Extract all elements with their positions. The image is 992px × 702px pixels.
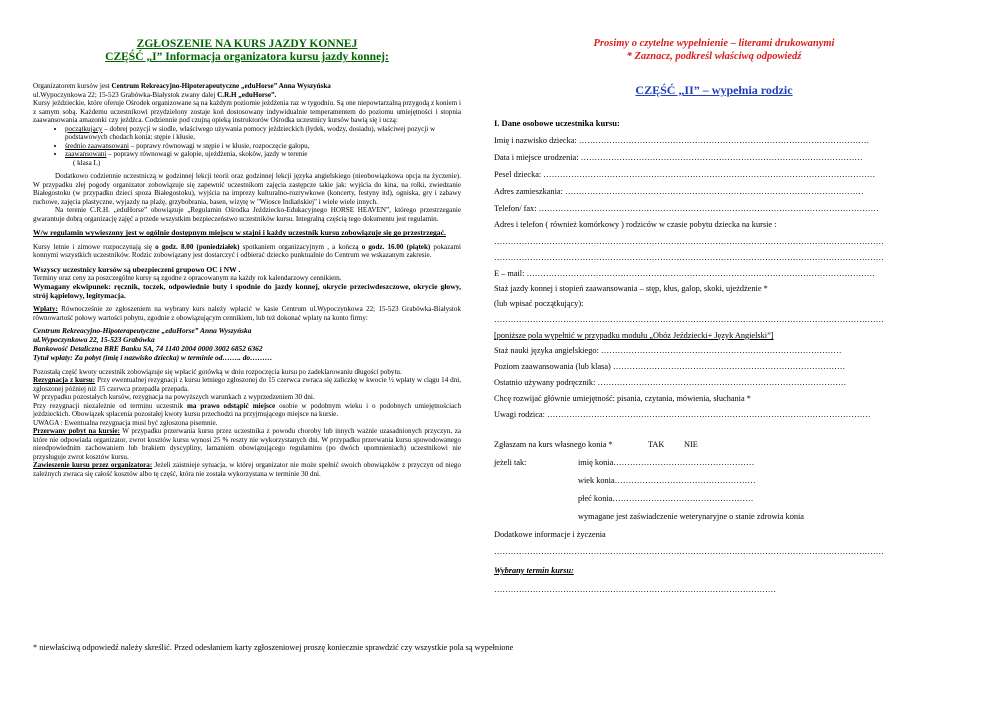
field-riding-experience: Staż jazdy konnej i stopień zaawansowania – stęp, kłus, galop, skoki, ujeżdżenie * <box>494 285 768 293</box>
terms-prices: Terminy oraz ceny za poszczególne kursy są zgodne z opracowanym na każdy rok kalendarzowy cennikiem. <box>33 273 342 282</box>
level-item: • początkujący – dobrej pozycji w siodle, właściwego używania pomocy jeździeckich (łydek, wodzy, dosiadu), właściwej pozycji w podstawowych chodach konia: stępie i kłusie, <box>65 125 461 142</box>
bank-details: Centrum Rekreacyjno-Hipoterapeutyczne „eduHorse” Anna Wyszyńska ul.Wypoczynkowa 22, 15-523 Grabówka Bankowość Detaliczna BRE Banku SA, 74 1140 2004 0000 3002 6852 6362 Tytuł wpłaty: Za pobyt (imię i nazwisko dziecka) w terminie od…….. do……… <box>33 326 273 362</box>
field-horse-sex[interactable]: płeć konia…………………………………………… <box>578 494 754 503</box>
resignation-transfer: Przy rezygnacji niezależnie od terminu uczestnik ma prawo odstąpić miejsce osobie w podobnym wieku i o podobnych umiejętnościach jeździeckich. Obowiązek spłacenia pozostałej kwoty kursu przechodzi na przyjmującego miejsce na kursie. <box>33 401 462 419</box>
field-term[interactable]: ………………………………………………………………………………………… <box>494 585 777 594</box>
field-phone[interactable]: Telefon/ fax: …………………………………………………………………………………………………………… <box>494 205 879 213</box>
field-parents-line-2[interactable]: …………………………………………………………………………………………………………………………… <box>494 254 884 262</box>
term-label: Wybrany termin kursu: <box>494 566 574 575</box>
levels-list <box>33 125 461 159</box>
remaining-payment: Pozostałą część kwoty uczestnik zobowiązuje się wpłacić gotówką w dniu rozpoczęcia kursu po zadeklarowaniu długości pobytu. <box>33 367 402 376</box>
organizer-info-column <box>33 38 461 478</box>
own-horse-label: Zgłaszam na kurs własnego konia * <box>494 440 613 449</box>
resignation-other: W przypadku pozostałych kursów, rezygnacja na powyższych warunkach z wyprzedzeniem 30 dni. <box>33 393 315 402</box>
field-pesel[interactable]: Pesel dziecka: ………………………………………………………………………………………………………… <box>494 171 876 179</box>
own-horse-no[interactable]: NIE <box>684 440 698 449</box>
part2-title: CZĘŚĆ „II” – wypełnia rodzic <box>635 83 793 98</box>
form-fields <box>494 0 934 702</box>
own-horse-yes[interactable]: TAK <box>648 440 665 449</box>
if-yes-label: jeżeli tak: <box>494 458 527 467</box>
field-riding-note: (lub wpisać początkujący): <box>494 300 584 308</box>
insurance-info: Wszyscy uczestnicy kursów są ubezpieczeni grupowo OC i NW . <box>33 264 241 274</box>
field-english-level[interactable]: Poziom zaawansowania (lub klasa) ………………………………………………………………………… <box>494 363 846 371</box>
intro-description: Kursy jeździeckie, które oferuje Ośrodek organizowane są na każdym poziomie jeżdżenia raz w tygodniu. Są one niepowtarzalną przygodą z koniem i z samym sobą. Każdemu uczestnikowi przydzielony zostaje koń dostosowany indywidualnie temperamentem do poziomu umiejętności i stopnia zaawansowania amazonki czy jeźdźca. Codziennie pod czujną opieką instruktorów Ośrodka uczestnicy kursów bawią się i uczą: <box>33 99 461 125</box>
field-parents-contact: Adres i telefon ( również komórkowy ) rodziców w czasie pobytu dziecka na kursie : <box>494 221 777 229</box>
title-line-2: CZĘŚĆ „I” Informacja organizatora kursu jazdy konnej: <box>105 51 389 64</box>
course-schedule: Kursy letnie i zimowe rozpoczynają się o godz. 8.00 (poniedziałek) spotkaniem organizacyjnym , a kończą o godz. 16.00 (piątek) pokazami konnymi wszystkich uczestników. Rodzic zobowiązany jest dostarczyć i odbierać dziecko punktualnie do Centrum we wskazanym zakresie. <box>33 242 461 260</box>
field-textbook[interactable]: Ostatnio używany podręcznik: ……………………………………………………………………………… <box>494 379 847 387</box>
field-horse-age[interactable]: wiek konia…………………………………………… <box>578 476 756 485</box>
footer-note: * niewłaściwą odpowiedź należy skreślić. Przed odesłaniem karty zgłoszeniowej proszę koniecznie sprawdzić czy wszystkie pola są wypełnione <box>33 643 514 652</box>
field-parent-notes[interactable]: Uwagi rodzica: ……………………………………………………………………………………………………… <box>494 411 871 419</box>
english-module-note: [poniższe pola wypełnić w przypadku modułu „Obóz Jeździecki+ Język Angielski”] <box>494 332 774 340</box>
field-parents-line-1[interactable]: …………………………………………………………………………………………………………………………… <box>494 238 884 246</box>
form-title <box>33 38 461 64</box>
interrupted-stay: Przerwany pobyt na kursie: W przypadku przerwania kursu przez uczestnika z powodu choroby lub innych ważnie uzasadnionych przyczyn, za które nie odpowiada organizator, zwrot kosztów kursu wynosi 25 % reszty nie wykorzystanych dni. W przypadku przerwania kursu spowodowanego nieodpowiednim zachowaniem lub brakiem dyscypliny, łamaniem obowiązującego regulaminu (po dwóch upomnieniach) uczestnikowi nie przysługuje zwrot kosztów kursu. <box>33 427 461 461</box>
field-child-name[interactable]: Imię i nazwisko dziecka: …………………………………………………………………………………………… <box>494 137 870 145</box>
resignation-warning: UWAGA : Ewentualna rezygnacja musi być zgłoszona pisemnie. <box>33 418 218 427</box>
field-english-experience[interactable]: Staż nauki języka angielskiego: …………………………………………………………………………… <box>494 347 842 355</box>
field-horse-name[interactable]: imię konia…………………………………………… <box>578 458 755 467</box>
intro-organizer: Organizatorem kursów jest Centrum Rekreacyjno-Hipoterapeutyczne „eduHorse” Anna Wyszyńska <box>33 82 331 91</box>
level-item: • średnio zaawansowani – poprawy równowagi w stępie i w kłusie, rozpoczęcie galopu, <box>65 142 461 151</box>
required-equipment: Wymagany ekwipunek: ręcznik, toczek, odpowiednie buty i spodnie do jazdy konnej, okrycie przeciwdeszczowe, okrycie głowy, strój kąpielowy, legitymacja. <box>33 282 461 301</box>
payments-info: Wpłaty: Równocześnie ze zgłoszeniem na wybrany kurs należy wpłacić w kasie Centrum ul.Wypoczynkowa 22; 15-523 Grabówka-Białystok równowartość połowy wartości pobytu, zgodnie z obowiązującym cennikiem, lub też dokonać wpłaty na konto firmy: <box>33 305 461 322</box>
fill-instructions: Prosimy o czytelne wypełnienie – literami drukowanymi * Zaznacz, podkreśl właściwą odpowiedź <box>593 38 835 62</box>
vet-certificate-note: wymagane jest zaświadczenie weterynaryjne o stanie zdrowia konia <box>578 512 804 521</box>
additional-info-label: Dodatkowe informacje i życzenia <box>494 530 606 539</box>
extra-activities: Dodatkowo codziennie uczestniczą w godzinnej lekcji teorii oraz godzinnej lekcji języka angielskiego (nieobowiązkowa opcja na życzenie). W przypadku złej pogody organizator zobowiązuje się zapewnić uczestnikom zajęcia zastępcze takie jak: wyjścia do kina, na rolki, zwiedzanie Białegostoku (w przypadku dzieci spoza Białegostoku), wyjścia na imprezy kulturalno-rozrywkowe (koncerty, festyny itd), ogniska, gry i zabawy ruchowe, zajęcia plastyczne, wyjazdy na plażę, grzybobrania, basen, wizytę w "Wiosce Indiańskiej" i wiele wiele innych. <box>33 172 461 206</box>
resignation-policy: Rezygnacja z kursu: Przy ewentualnej rezygnacji z kursu letniego zgłoszonej do 15 czerwca zwraca się zaliczkę w kwocie ½ wpłaty w ciągu 14 dni, zgłoszonej później niż 15 czerwca przepadła przepada. <box>33 376 461 393</box>
course-suspension: Zawieszenie kursu przez organizatora: Jeżeli zaistnieje sytuacja, w której organizator nie może spełnić swoich obowiązków z przyczyn od niego zależnych zwraca się całość kosztów albo tę część, która nie została wykorzystana w terminie 30 dni. <box>33 461 461 478</box>
level-class: ( klasa L) <box>73 158 101 167</box>
intro-address: ul.Wypoczynkowa 22; 15-523 Grabówka-Białystok zwany dalej C.R.H „eduHorse”. <box>33 90 277 99</box>
field-skill-choice[interactable]: Chcę rozwijać głównie umiejętność: pisania, czytania, mówienia, słuchania * <box>494 395 751 403</box>
regulations-info: Na terenie C.R.H. „eduHorse” obowiązuje „Regulamin Ośrodka Jeździecko-Edukacyjnego HORSE HEAVEN”, którego przestrzeganie gwarantuje dobrą organizację zajęć a przede wszystkim bezpieczeństwo uczestników kursu. Integralną częścią tego dokumentu jest regulamin. <box>33 206 461 223</box>
field-riding-line[interactable]: …………………………………………………………………………………………………………………………… <box>494 316 884 324</box>
section-personal-data: I. Dane osobowe uczestnika kursu: <box>494 118 620 128</box>
field-additional-info[interactable]: …………………………………………………………………………………………………………………………… <box>494 548 884 556</box>
field-email[interactable]: E – mail: ……………………………………………………………………………………………………………… <box>494 270 875 278</box>
field-address[interactable]: Adres zamieszkania: ……………………………………………………………………………………………… <box>494 188 864 196</box>
level-item: • zaawansowani – poprawy równowagi w galopie, ujeżdżenia, skoków, jazdy w terenie <box>65 150 461 159</box>
field-birth[interactable]: Data i miejsce urodzenia: ………………………………………………………………………………………… <box>494 154 863 162</box>
regulations-notice: W/w regulamin wywieszony jest w ogólnie dostępnym miejscu w stajni i każdy uczestnik kursu zobowiązuje się go przestrzegać. <box>33 228 446 238</box>
title-line-1: ZGŁOSZENIE NA KURS JAZDY KONNEJ <box>136 38 358 50</box>
